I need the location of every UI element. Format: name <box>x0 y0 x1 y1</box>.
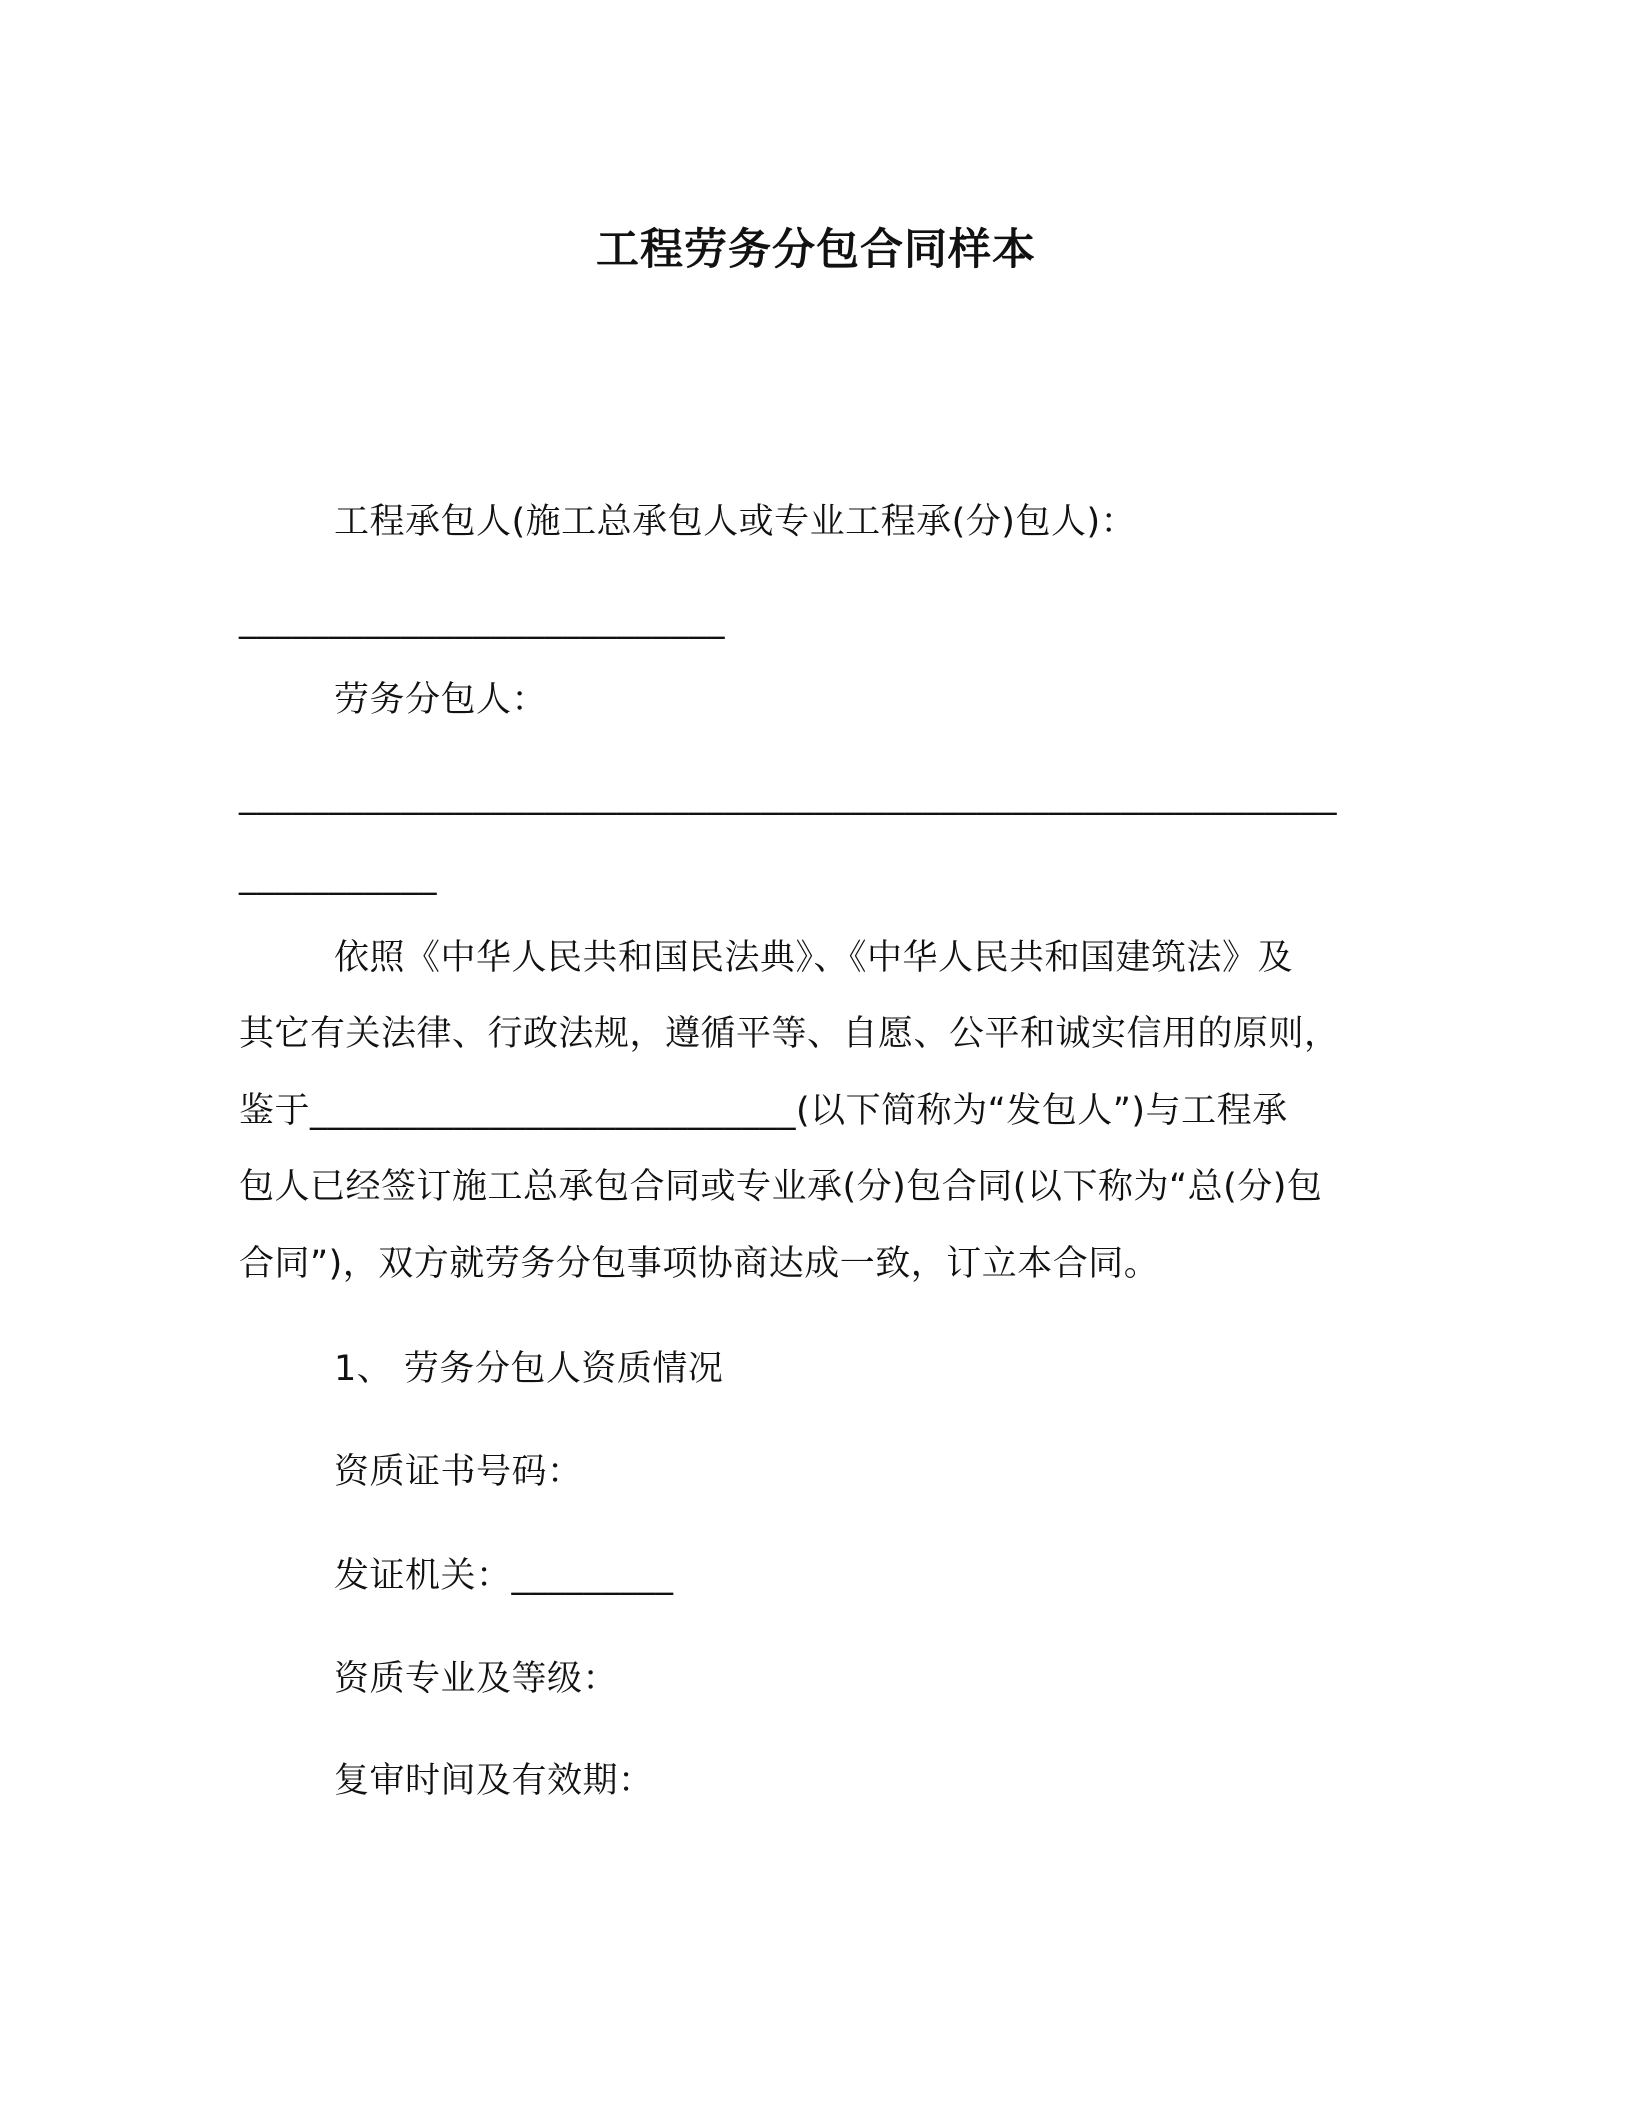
document-title: 工程劳务分包合同样本 <box>596 225 1036 275</box>
preamble-line: 合同”)，双方就劳务分包事项协商达成一致，订立本合同。 <box>239 1244 1160 1284</box>
subcontractor-blank-2: ___________ <box>239 856 437 896</box>
preamble-line: 依照《中华人民共和国民法典》、《中华人民共和国建筑法》及 <box>334 938 1294 978</box>
subcontractor-blank-1: _____________________________________________________________ <box>239 776 1337 816</box>
issuing-authority-label: 发证机关：_________ <box>334 1556 674 1596</box>
preamble-line: 其它有关法律、行政法规，遵循平等、自愿、公平和诚实信用的原则， <box>239 1014 1340 1054</box>
subcontractor-label: 劳务分包人： <box>334 680 548 720</box>
contractor-blank: ___________________________ <box>239 600 725 640</box>
qualification-label: 资质专业及等级： <box>334 1659 619 1699</box>
cert-number-label: 资质证书号码： <box>334 1452 583 1492</box>
preamble-line: 鉴于___________________________(以下简称为“发包人”)与工程承 <box>239 1091 1288 1131</box>
preamble-line: 包人已经签订施工总承包合同或专业承(分)包合同(以下称为“总(分)包 <box>239 1167 1323 1207</box>
section-1-heading: 1、 劳务分包人资质情况 <box>334 1349 724 1389</box>
review-label: 复审时间及有效期： <box>334 1761 654 1801</box>
contractor-label: 工程承包人(施工总承包人或专业工程承(分)包人)： <box>334 502 1137 542</box>
